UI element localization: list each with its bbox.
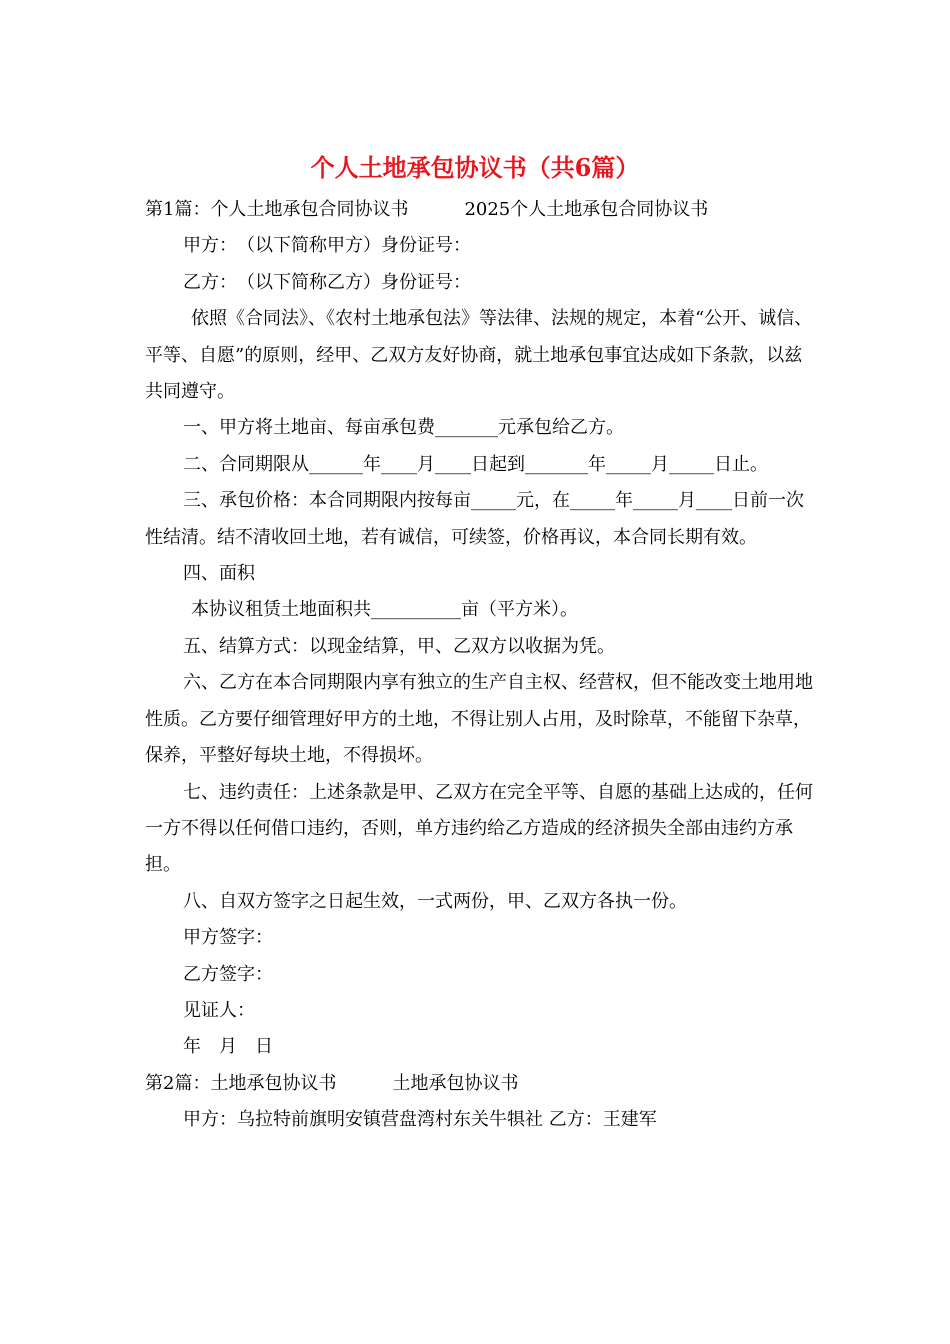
clause-8: 八、自双方签字之日起生效，一式两份，甲、乙双方各执一份。 — [183, 890, 687, 912]
witness-line: 见证人： — [183, 999, 255, 1021]
intro-paragraph: 依照《合同法》、《农村土地承包法》等法律、法规的规定，本着“公开、诚信、平等、自愿”的原则，经甲、乙双方友好协商，就土地承包事宜达成如下条款，以兹共同遵守。 — [145, 308, 813, 403]
document-body — [145, 192, 815, 1139]
section-1-heading — [145, 192, 815, 228]
party-a-line: 甲方： （以下简称甲方）身份证号： — [183, 235, 471, 257]
section-2-heading — [145, 1066, 815, 1102]
section-2-parties: 甲方：乌拉特前旗明安镇营盘湾村东关牛犋社 乙方：王建军 — [183, 1109, 657, 1131]
section-1-heading-sub: 2025个人土地承包合同协议书 — [464, 199, 709, 220]
date-line: 年 月 日 — [183, 1036, 273, 1058]
clause-2: 二、合同期限从______年____月____日起到_______年_____月_____日止。 — [183, 453, 768, 475]
clause-1: 一、甲方将土地亩、每亩承包费_______元承包给乙方。 — [183, 417, 624, 439]
clause-3: 三、承包价格：本合同期限内按每亩_____元，在_____年_____月____日前一次性结清。结不清收回土地，若有诚信，可续签，价格再议，本合同长期有效。 — [145, 490, 804, 548]
section-1-heading-main: 第1篇：个人土地承包合同协议书 — [145, 199, 409, 220]
party-b-signature: 乙方签字： — [183, 963, 273, 985]
clause-4: 四、面积 — [183, 563, 255, 585]
party-b-line: 乙方： （以下简称乙方）身份证号： — [183, 271, 471, 293]
section-2-heading-main: 第2篇：土地承包协议书 — [145, 1072, 337, 1094]
section-2-heading-sub: 土地承包协议书 — [392, 1072, 519, 1094]
clause-5: 五、结算方式：以现金结算，甲、乙双方以收据为凭。 — [183, 635, 615, 657]
document-title: 个人土地承包协议书（共6篇） — [310, 153, 640, 182]
clause-6: 六、乙方在本合同期限内享有独立的生产自主权、经营权，但不能改变土地用地性质。乙方要仔细管理好甲方的土地，不得让别人占用，及时除草，不能留下杂草，保养，平整好每块土地，不得损坏。 — [145, 672, 813, 767]
clause-7: 七、违约责任：上述条款是甲、乙双方在完全平等、自愿的基础上达成的，任何一方不得以任何借口违约，否则，单方违约给乙方造成的经济损失全部由违约方承担。 — [145, 781, 813, 876]
party-a-signature: 甲方签字： — [183, 927, 273, 949]
clause-4-detail: 本协议租赁土地面积共__________亩（平方米）。 — [191, 599, 578, 621]
